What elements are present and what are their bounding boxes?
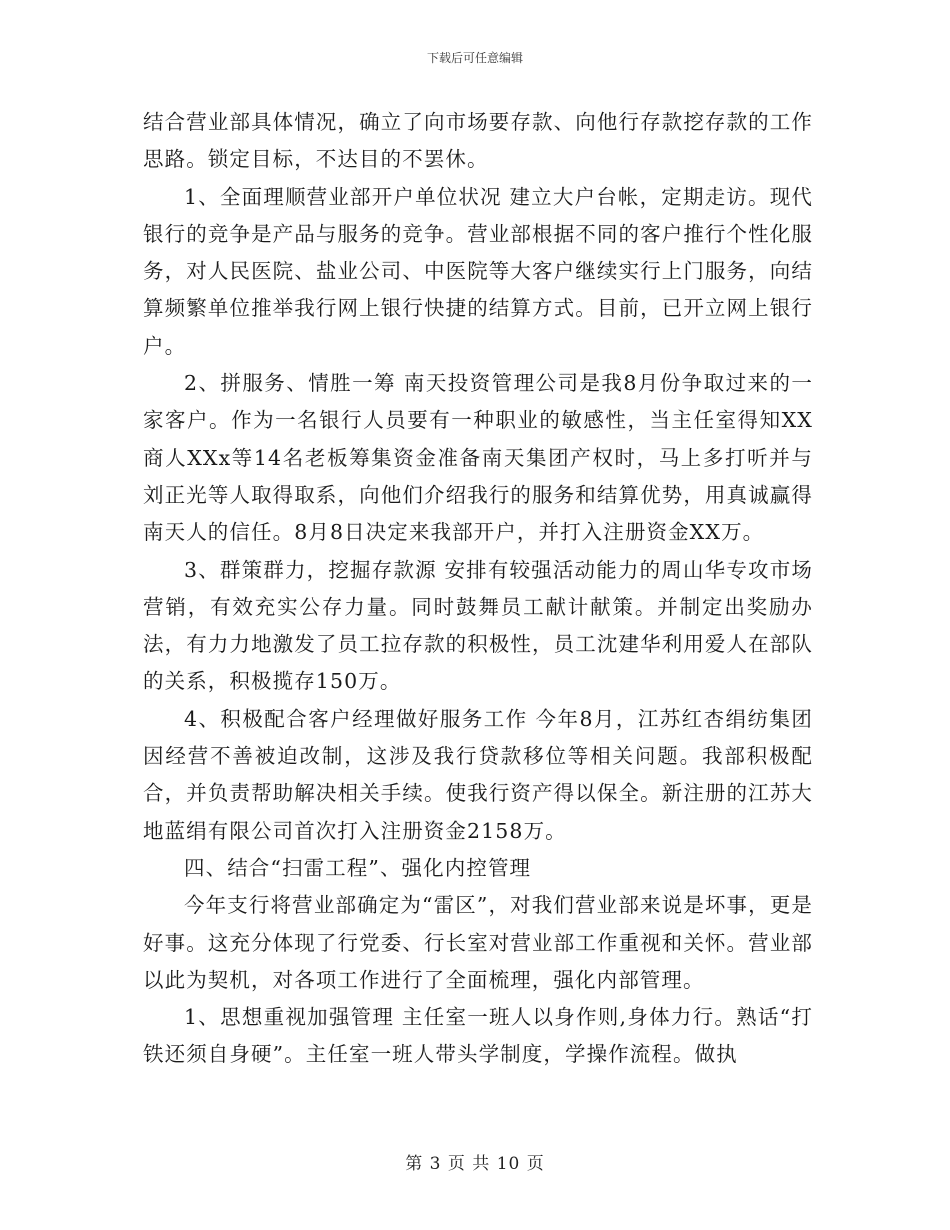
page-header: 下载后可任意编辑 (426, 51, 523, 65)
paragraph-7: 1、思想重视加强管理 主任室一班人以身作则,身体力行。熟话“打铁还须自身硬”。主任室一班人带头学制度，学操作流程。做执 (143, 1005, 813, 1067)
paragraph-6: 今年支行将营业部确定为“雷区”，对我们营业部来说是坏事，更是好事。这充分体现了行党委、行长室对营业部工作重视和关怀。营业部以此为契机，对各项工作进行了全面梳理，强化内部管理。 (143, 893, 813, 992)
page-number-text: 第 3 页 共 10 页 (405, 1154, 545, 1174)
paragraph-5: 4、积极配合客户经理做好服务工作 今年8月，江苏红杏绢纺集团因经营不善被迫改制，这涉及我行贷款移位等相关问题。我部积极配合，并负责帮助解决相关手续。使我行资产得以保全。新注册的江苏大地蓝绢有限公司首次打入注册资金2158万。 (143, 706, 813, 843)
paragraph-3: 2、拼服务、情胜一筹 南天投资管理公司是我8月份争取过来的一家客户。作为一名银行人员要有一种职业的敏感性，当主任室得知XX商人XXx等14名老板筹集资金准备南天集团产权时，马上多打听并与刘正光等人取得取系，向他们介绍我行的服务和结算优势，用真诚赢得南天人的信任。8月8日决定来我部开户，并打入注册资金XX万。 (143, 371, 813, 545)
paragraph-2: 1、全面理顺营业部开户单位状况 建立大户台帐，定期走访。现代银行的竞争是产品与服务的竞争。营业部根据不同的客户推行个性化服务，对人民医院、盐业公司、中医院等大客户继续实行上门服务，向结算频繁单位推举我行网上银行快捷的结算方式。目前，已开立网上银行 户。 (143, 184, 813, 358)
document-body (143, 104, 813, 1074)
paragraph-1: 结合营业部具体情况，确立了向市场要存款、向他行存款挖存款的工作思路。锁定目标，不达目的不罢休。 (143, 110, 813, 172)
page-number-footer (0, 1153, 950, 1175)
section-heading: 四、结合“扫雷工程”、强化内控管理 (184, 855, 532, 880)
paragraph-4: 3、群策群力，挖掘存款源 安排有较强活动能力的周山华专攻市场营销，有效充实公存力量。同时鼓舞员工献计献策。并制定出奖励办法，有力力地激发了员工拉存款的积极性，员工沈建华利用爱人在部队的关系，积极揽存150万。 (143, 557, 813, 694)
